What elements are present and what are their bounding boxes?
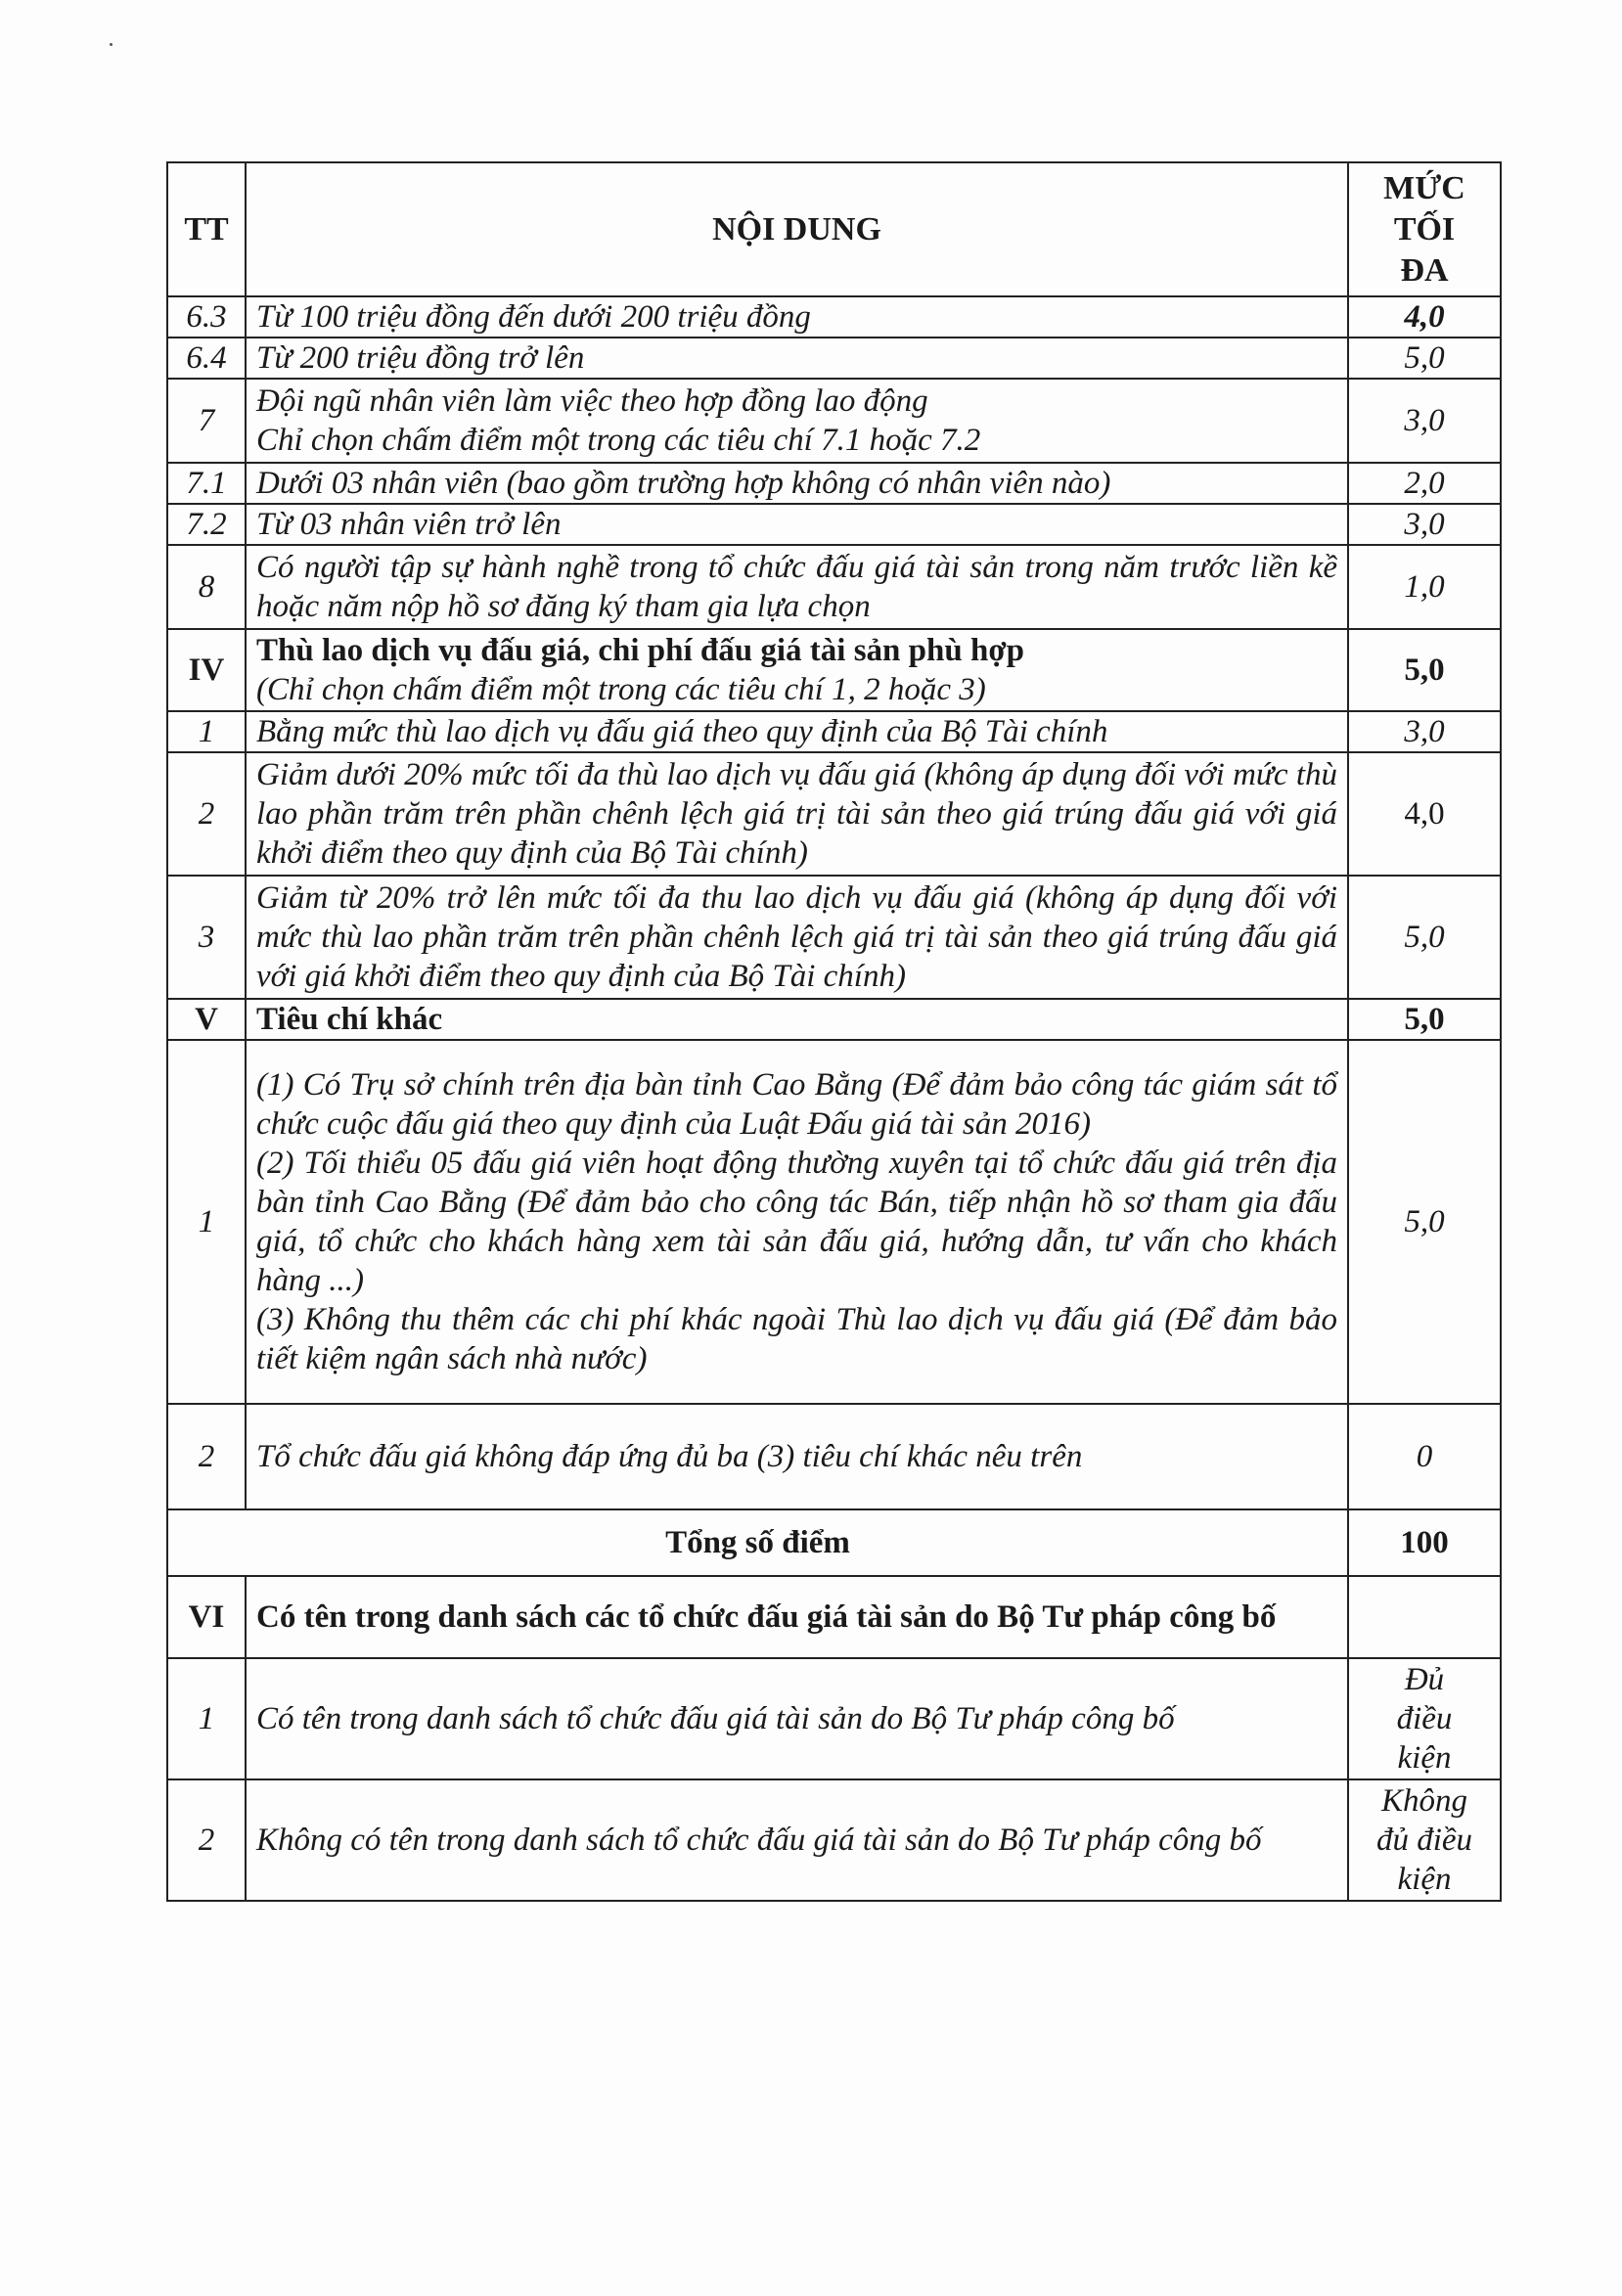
score-line: Đủ bbox=[1404, 1662, 1445, 1697]
section-note: (Chỉ chọn chấm điểm một trong các tiêu chí 1, 2 hoặc 3) bbox=[256, 672, 986, 707]
row-score: 4,0 bbox=[1348, 296, 1501, 338]
criterion-2: (2) Tối thiểu 05 đấu giá viên hoạt động thường xuyên tại tổ chức đấu giá trên địa bàn tỉnh Cao Bằng (Để đảm bảo cho công tác Bán, tiếp nhận hồ sơ tham gia đấu giá, tổ chức cho khách hàng xem tài sản đấu giá, hướng dẫn, tư vấn cho khách hàng ...) bbox=[256, 1146, 1337, 1298]
scan-speck bbox=[110, 43, 113, 46]
row-score: 1,0 bbox=[1348, 545, 1501, 629]
section-content bbox=[246, 629, 1348, 711]
section-row bbox=[167, 999, 1501, 1040]
score-line: kiện bbox=[1397, 1740, 1452, 1776]
row-score: 3,0 bbox=[1348, 504, 1501, 545]
table-row bbox=[167, 1404, 1501, 1509]
row-content-line: Đội ngũ nhân viên làm việc theo hợp đồng lao động bbox=[256, 383, 928, 419]
table-row bbox=[167, 545, 1501, 629]
section-score: 5,0 bbox=[1348, 629, 1501, 711]
table-row bbox=[167, 1779, 1501, 1901]
row-tt: 7.1 bbox=[167, 463, 246, 504]
section-title: Thù lao dịch vụ đấu giá, chi phí đấu giá tài sản phù hợp bbox=[256, 633, 1024, 668]
table-row bbox=[167, 1658, 1501, 1779]
table-row bbox=[167, 752, 1501, 876]
row-tt: 1 bbox=[167, 711, 246, 752]
row-tt: 7.2 bbox=[167, 504, 246, 545]
row-score bbox=[1348, 1779, 1501, 1901]
row-tt: 7 bbox=[167, 379, 246, 463]
row-score: 5,0 bbox=[1348, 876, 1501, 999]
score-line: kiện bbox=[1397, 1862, 1452, 1897]
row-content: Không có tên trong danh sách tổ chức đấu giá tài sản do Bộ Tư pháp công bố bbox=[246, 1779, 1348, 1901]
table-header-row bbox=[167, 162, 1501, 296]
header-muc-toi-da bbox=[1348, 162, 1501, 296]
row-tt: 1 bbox=[167, 1040, 246, 1404]
section-score: 5,0 bbox=[1348, 999, 1501, 1040]
criterion-3: (3) Không thu thêm các chi phí khác ngoài Thù lao dịch vụ đấu giá (Để đảm bảo tiết kiệm ngân sách nhà nước) bbox=[256, 1302, 1337, 1376]
section-content: Có tên trong danh sách các tổ chức đấu giá tài sản do Bộ Tư pháp công bố bbox=[246, 1576, 1348, 1658]
row-score: 2,0 bbox=[1348, 463, 1501, 504]
total-row bbox=[167, 1509, 1501, 1576]
table-row bbox=[167, 711, 1501, 752]
header-toi-line: TỐI bbox=[1393, 210, 1456, 248]
header-muc-line: MỨC bbox=[1383, 169, 1465, 206]
table-row bbox=[167, 876, 1501, 999]
row-score: 5,0 bbox=[1348, 338, 1501, 379]
row-content: Dưới 03 nhân viên (bao gồm trường hợp không có nhân viên nào) bbox=[246, 463, 1348, 504]
table-row bbox=[167, 463, 1501, 504]
row-tt: 2 bbox=[167, 1779, 246, 1901]
section-score bbox=[1348, 1576, 1501, 1658]
section-row bbox=[167, 629, 1501, 711]
row-score: 3,0 bbox=[1348, 711, 1501, 752]
row-content: Bằng mức thù lao dịch vụ đấu giá theo quy định của Bộ Tài chính bbox=[246, 711, 1348, 752]
row-score: 4,0 bbox=[1348, 752, 1501, 876]
header-tt: TT bbox=[167, 162, 246, 296]
score-line: đủ điều bbox=[1375, 1823, 1473, 1858]
row-tt: 6.3 bbox=[167, 296, 246, 338]
table-row bbox=[167, 338, 1501, 379]
row-content-line: Chỉ chọn chấm điểm một trong các tiêu chí 7.1 hoặc 7.2 bbox=[256, 423, 981, 458]
scoring-table bbox=[166, 161, 1502, 1902]
header-noi-dung: NỘI DUNG bbox=[246, 162, 1348, 296]
row-score bbox=[1348, 1658, 1501, 1779]
table-row bbox=[167, 1040, 1501, 1404]
row-content: Giảm dưới 20% mức tối đa thù lao dịch vụ đấu giá (không áp dụng đối với mức thù lao phần trăm trên phần chênh lệch giá trị tài sản theo giá trúng đấu giá với giá khởi điểm theo quy định của Bộ Tài chính) bbox=[246, 752, 1348, 876]
section-row bbox=[167, 1576, 1501, 1658]
row-content: Có tên trong danh sách tổ chức đấu giá tài sản do Bộ Tư pháp công bố bbox=[246, 1658, 1348, 1779]
row-tt: 2 bbox=[167, 752, 246, 876]
row-content: Tổ chức đấu giá không đáp ứng đủ ba (3) tiêu chí khác nêu trên bbox=[246, 1404, 1348, 1509]
row-score: 0 bbox=[1348, 1404, 1501, 1509]
row-content: Từ 200 triệu đồng trở lên bbox=[246, 338, 1348, 379]
row-content bbox=[246, 379, 1348, 463]
row-score: 5,0 bbox=[1348, 1040, 1501, 1404]
table-row bbox=[167, 379, 1501, 463]
total-label: Tổng số điểm bbox=[167, 1509, 1348, 1576]
section-tt: IV bbox=[167, 629, 246, 711]
row-tt: 1 bbox=[167, 1658, 246, 1779]
row-score: 3,0 bbox=[1348, 379, 1501, 463]
row-tt: 8 bbox=[167, 545, 246, 629]
row-tt: 3 bbox=[167, 876, 246, 999]
row-content: Có người tập sự hành nghề trong tổ chức đấu giá tài sản trong năm trước liền kề hoặc năm nộp hồ sơ đăng ký tham gia lựa chọn bbox=[246, 545, 1348, 629]
criterion-1: (1) Có Trụ sở chính trên địa bàn tỉnh Cao Bằng (Để đảm bảo công tác giám sát tổ chức cuộc đấu giá theo quy định của Luật Đấu giá tài sản 2016) bbox=[256, 1067, 1337, 1142]
row-content: Từ 03 nhân viên trở lên bbox=[246, 504, 1348, 545]
header-da-line: ĐA bbox=[1400, 251, 1449, 289]
row-content: Từ 100 triệu đồng đến dưới 200 triệu đồng bbox=[246, 296, 1348, 338]
total-score: 100 bbox=[1348, 1509, 1501, 1576]
section-tt: VI bbox=[167, 1576, 246, 1658]
row-content bbox=[246, 1040, 1348, 1404]
section-tt: V bbox=[167, 999, 246, 1040]
table-row bbox=[167, 504, 1501, 545]
table-row bbox=[167, 296, 1501, 338]
row-content: Giảm từ 20% trở lên mức tối đa thu lao dịch vụ đấu giá (không áp dụng đối với mức thù lao phần trăm trên phần chênh lệch giá trị tài sản theo giá trúng đấu giá với giá khởi điểm theo quy định của Bộ Tài chính) bbox=[246, 876, 1348, 999]
row-tt: 6.4 bbox=[167, 338, 246, 379]
score-line: Không bbox=[1380, 1783, 1467, 1819]
score-line: điều bbox=[1396, 1701, 1453, 1736]
section-content: Tiêu chí khác bbox=[246, 999, 1348, 1040]
row-tt: 2 bbox=[167, 1404, 246, 1509]
